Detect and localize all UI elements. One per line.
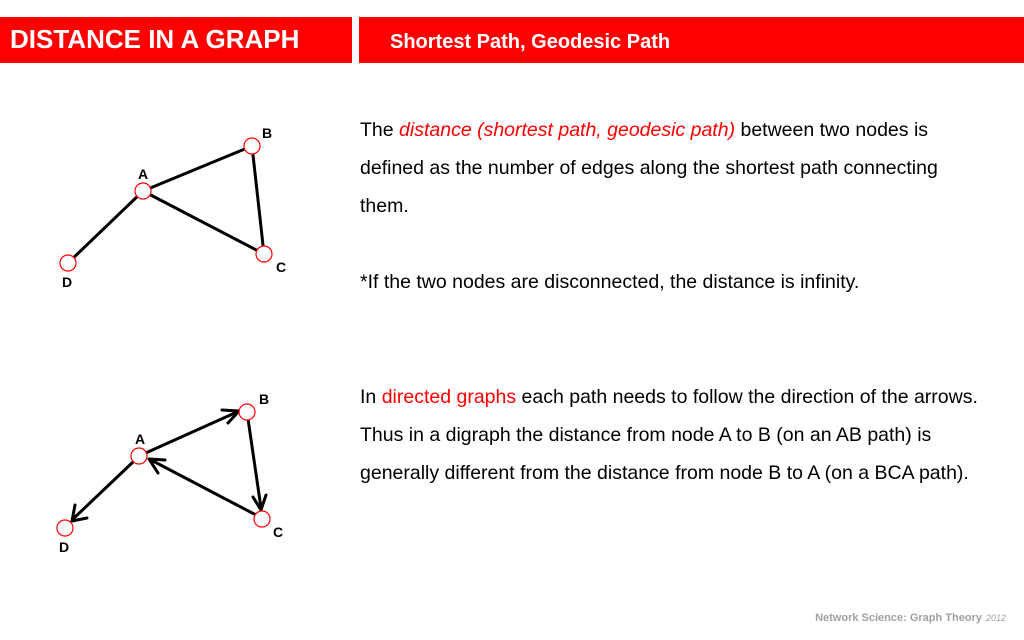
node-label-c: C [276,259,287,275]
node-a [135,183,151,199]
footer-text: Network Science: Graph Theory [815,612,982,624]
header-divider [352,17,359,63]
node-d [57,520,73,536]
node-label-a: A [138,166,149,182]
node-label-b: B [262,125,273,141]
digraph-distance-note: Thus in a digraph the distance from node A to B (on an AB path) is generally different from the distance from node B to A (on a BCA path). [360,424,969,484]
edge-b-to-c [247,412,261,508]
slide-subtitle: Shortest Path, Geodesic Path [390,31,671,53]
edge-a-to-d [73,462,133,519]
node-label-c: C [273,524,284,540]
node-d [60,255,76,271]
directed-graph [0,385,340,560]
directed-suffix: each path needs to follow the direction of the arrows. [516,386,978,408]
edge-c-to-a [151,460,256,515]
slide-title: DISTANCE IN A GRAPH [10,24,300,54]
node-label-b: B [259,391,270,407]
edge-a-d [68,191,143,263]
footer [815,612,1006,624]
undirected-graph [0,120,340,295]
node-b [239,404,255,420]
directed-prefix: In [360,386,382,408]
node-label-d: D [62,274,73,290]
edge-a-c [143,191,264,254]
node-label-d: D [59,539,70,555]
node-a [131,448,147,464]
disconnected-note: *If the two nodes are disconnected, the distance is infinity. [360,271,860,293]
definition-prefix: The [360,119,400,141]
node-label-a: A [135,431,146,447]
footer-year: 2012 [985,613,1006,623]
node-c [256,246,272,262]
edge-a-to-b [139,412,237,456]
edge-b-c [252,146,264,254]
node-b [244,138,260,154]
edge-a-b [143,146,252,191]
definition-suffix: between two nodes is defined as the number of edges along the shortest path connecting them. [360,119,938,217]
node-c [254,511,270,527]
directed-highlight: directed graphs [381,386,517,408]
distance-definition [360,111,990,225]
directed-graph-explanation [360,378,990,492]
definition-highlight: distance (shortest path, geodesic path) [399,119,736,141]
